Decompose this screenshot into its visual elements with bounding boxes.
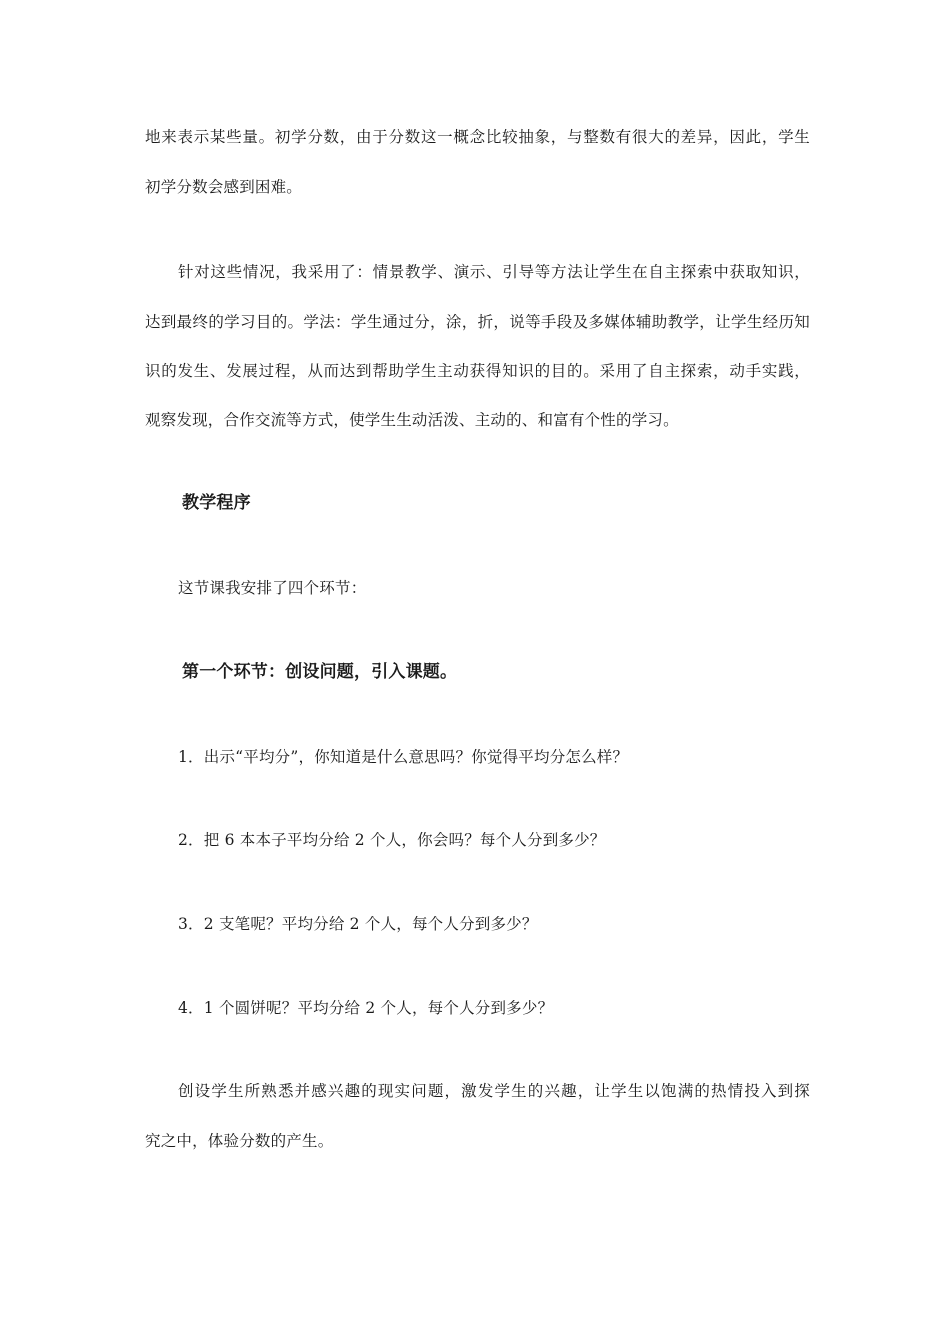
method-line-1: 针对这些情况，我采用了：情景教学、演示、引导等方法让学生在自主探索中获取知识， <box>178 263 810 281</box>
method-line-3: 识的发生、发展过程，从而达到帮助学生主动获得知识的目的。采用了自主探索，动手实践， <box>145 362 810 380</box>
list-item: 3．2 支笔呢？平均分给 2 个人，每个人分到多少？ <box>178 915 538 933</box>
closing-line-2: 究之中，体验分数的产生。 <box>145 1132 334 1150</box>
intro-line-2: 初学分数会感到困难。 <box>145 178 303 196</box>
intro-line-1: 地来表示某些量。初学分数，由于分数这一概念比较抽象，与整数有很大的差异，因此，学生 <box>145 128 810 146</box>
list-item: 4．1 个圆饼呢？平均分给 2 个人，每个人分到多少？ <box>178 999 554 1017</box>
list-item: 2．把 6 本本子平均分给 2 个人，你会吗？每个人分到多少？ <box>178 831 606 849</box>
list-item: 1．出示“平均分”，你知道是什么意思吗？你觉得平均分怎么样？ <box>178 748 629 766</box>
method-line-4: 观察发现，合作交流等方式，使学生生动活泼、主动的、和富有个性的学习。 <box>145 411 679 429</box>
method-line-2: 达到最终的学习目的。学法：学生通过分，涂，折，说等手段及多媒体辅助教学，让学生经历知 <box>145 313 810 331</box>
program-intro: 这节课我安排了四个环节： <box>178 579 367 597</box>
section1-heading: 第一个环节：创设问题，引入课题。 <box>182 662 458 682</box>
closing-line-1: 创设学生所熟悉并感兴趣的现实问题，激发学生的兴趣，让学生以饱满的热情投入到探 <box>178 1082 810 1100</box>
program-heading: 教学程序 <box>182 493 251 513</box>
